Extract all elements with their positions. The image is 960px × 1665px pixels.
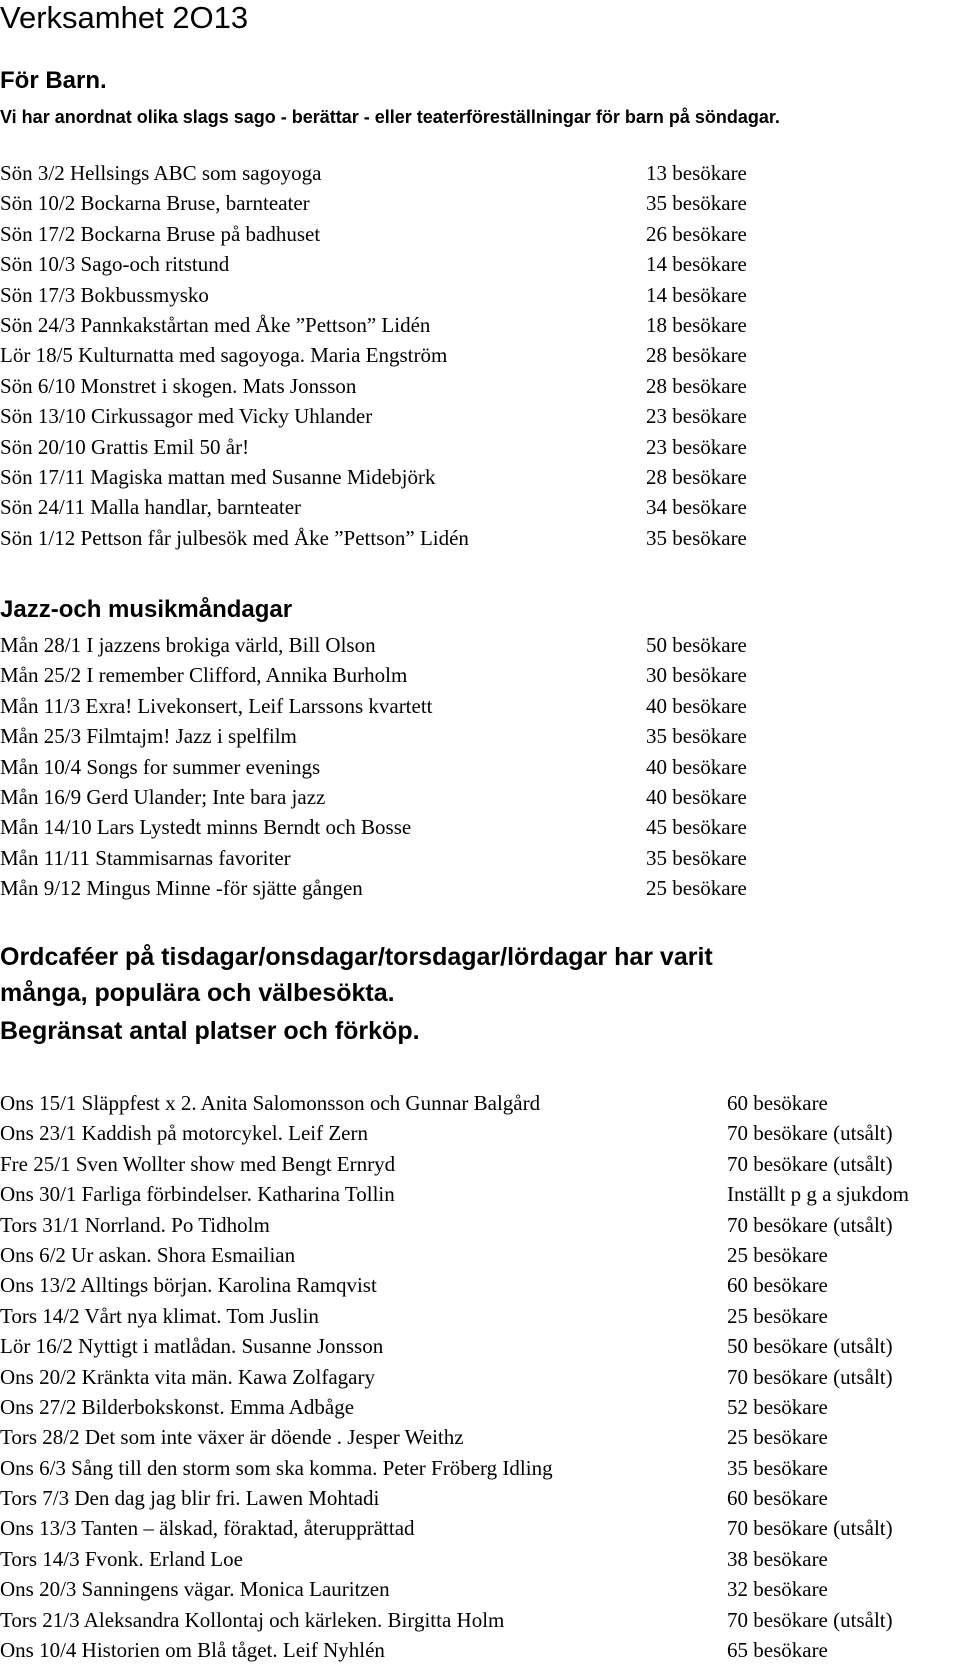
children-intro: Vi har anordnat olika slags sago - berättar - eller teaterföreställningar för barn på söndagar. (0, 107, 780, 127)
event-text: Ons 10/4 Historien om Blå tåget. Leif Nyhlén (0, 1638, 385, 1663)
children-heading: För Barn. (0, 67, 107, 94)
visitor-count: 25 besökare (727, 1425, 828, 1450)
visitor-count: 26 besökare (646, 221, 747, 246)
list-item (0, 782, 960, 812)
list-item (0, 691, 960, 721)
event-text: Ons 6/3 Sång till den storm som ska komma. Peter Fröberg Idling (0, 1455, 553, 1480)
list-item (0, 401, 960, 431)
list-item (0, 340, 960, 370)
list-item (0, 249, 960, 279)
children-events-list (0, 158, 960, 553)
visitor-count: 25 besökare (727, 1242, 828, 1267)
visitor-count: 60 besökare (727, 1273, 828, 1298)
visitor-count: 35 besökare (646, 191, 747, 216)
event-text: Sön 17/11 Magiska mattan med Susanne Midebjörk (0, 464, 436, 489)
list-item (0, 1270, 960, 1300)
visitor-count: 18 besökare (646, 312, 747, 337)
visitor-count: 70 besökare (utsålt) (727, 1151, 893, 1176)
cafe-events-list (0, 1088, 960, 1665)
cafe-heading-line-2: många, populära och välbesökta. (0, 979, 395, 1007)
event-text: Sön 3/2 Hellsings ABC som sagoyoga (0, 161, 322, 185)
visitor-count: 65 besökare (727, 1638, 828, 1663)
visitor-count: 60 besökare (727, 1091, 828, 1115)
cafe-heading-line-3: Begränsat antal platser och förköp. (0, 1017, 420, 1045)
visitor-count: 23 besökare (646, 404, 747, 429)
visitor-count: 34 besökare (646, 495, 747, 520)
list-item (0, 843, 960, 873)
visitor-count: Inställt p g a sjukdom (727, 1182, 909, 1207)
list-item (0, 462, 960, 492)
visitor-count: 23 besökare (646, 434, 747, 459)
event-text: Ons 13/3 Tanten – älskad, föraktad, återupprättad (0, 1516, 415, 1541)
event-text: Sön 10/2 Bockarna Bruse, barnteater (0, 191, 310, 216)
cafe-heading-line-1: Ordcaféer på tisdagar/onsdagar/torsdagar/lördagar har varit (0, 943, 713, 971)
list-item (0, 188, 960, 218)
visitor-count: 45 besökare (646, 815, 747, 840)
jazz-heading: Jazz-och musikmåndagar (0, 596, 293, 623)
event-text: Mån 14/10 Lars Lystedt minns Berndt och Bosse (0, 815, 412, 840)
event-text: Tors 28/2 Det som inte växer är döende . Jesper Weithz (0, 1425, 464, 1450)
event-text: Ons 27/2 Bilderbokskonst. Emma Adbåge (0, 1394, 355, 1419)
list-item (0, 1149, 960, 1179)
jazz-events-list (0, 630, 960, 904)
visitor-count: 32 besökare (727, 1577, 828, 1602)
event-text: Ons 20/2 Kränkta vita män. Kawa Zolfagary (0, 1364, 375, 1389)
event-text: Tors 14/3 Fvonk. Erland Loe (0, 1546, 243, 1571)
visitor-count: 52 besökare (727, 1394, 828, 1419)
list-item (0, 752, 960, 782)
event-text: Mån 25/3 Filmtajm! Jazz i spelfilm (0, 724, 297, 749)
list-item (0, 1513, 960, 1543)
event-text: Mån 11/3 Exra! Livekonsert, Leif Larssons kvartett (0, 693, 433, 718)
visitor-count: 28 besökare (646, 373, 747, 398)
event-text: Mån 28/1 I jazzens brokiga värld, Bill Olson (0, 633, 376, 657)
list-item (0, 219, 960, 249)
event-text: Mån 9/12 Mingus Minne -för sjätte gången (0, 876, 363, 901)
list-item (0, 1574, 960, 1604)
event-text: Mån 16/9 Gerd Ulander; Inte bara jazz (0, 784, 326, 809)
visitor-count: 60 besökare (727, 1486, 828, 1511)
page-title: Verksamhet 2O13 (0, 0, 249, 35)
event-text: Sön 24/3 Pannkakstårtan med Åke ”Pettson” Lidén (0, 312, 431, 337)
event-text: Sön 13/10 Cirkussagor med Vicky Uhlander (0, 404, 373, 429)
visitor-count: 40 besökare (646, 693, 747, 718)
visitor-count: 70 besökare (utsålt) (727, 1121, 893, 1146)
visitor-count: 35 besökare (727, 1455, 828, 1480)
visitor-count: 30 besökare (646, 663, 747, 688)
visitor-count: 70 besökare (utsålt) (727, 1516, 893, 1541)
event-text: Sön 1/12 Pettson får julbesök med Åke ”Pettson” Lidén (0, 525, 469, 550)
list-item (0, 1331, 960, 1361)
event-text: Ons 13/2 Alltings början. Karolina Ramqvist (0, 1273, 377, 1298)
visitor-count: 70 besökare (utsålt) (727, 1607, 893, 1632)
visitor-count: 35 besökare (646, 845, 747, 870)
event-text: Ons 6/2 Ur askan. Shora Esmailian (0, 1242, 296, 1267)
event-text: Lör 18/5 Kulturnatta med sagoyoga. Maria Engström (0, 343, 448, 368)
list-item (0, 310, 960, 340)
visitor-count: 70 besökare (utsålt) (727, 1364, 893, 1389)
event-text: Tors 31/1 Norrland. Po Tidholm (0, 1212, 270, 1237)
event-text: Lör 16/2 Nyttigt i matlådan. Susanne Jonsson (0, 1334, 384, 1359)
list-item (0, 432, 960, 462)
list-item (0, 1635, 960, 1665)
event-text: Tors 21/3 Aleksandra Kollontaj och kärleken. Birgitta Holm (0, 1607, 505, 1632)
event-text: Ons 20/3 Sanningens vägar. Monica Lauritzen (0, 1577, 390, 1602)
list-item (0, 630, 960, 660)
event-text: Sön 10/3 Sago-och ritstund (0, 252, 230, 277)
event-text: Ons 15/1 Släppfest x 2. Anita Salomonsson och Gunnar Balgård (0, 1091, 541, 1115)
visitor-count: 35 besökare (646, 724, 747, 749)
list-item (0, 1088, 960, 1118)
list-item (0, 1544, 960, 1574)
list-item (0, 1362, 960, 1392)
visitor-count: 13 besökare (646, 161, 747, 185)
event-text: Sön 17/2 Bockarna Bruse på badhuset (0, 221, 321, 246)
visitor-count: 25 besökare (727, 1303, 828, 1328)
visitor-count: 40 besökare (646, 784, 747, 809)
list-item (0, 1118, 960, 1148)
visitor-count: 70 besökare (utsålt) (727, 1212, 893, 1237)
list-item (0, 371, 960, 401)
list-item (0, 1453, 960, 1483)
visitor-count: 28 besökare (646, 464, 747, 489)
event-text: Sön 20/10 Grattis Emil 50 år! (0, 434, 250, 459)
event-text: Tors 14/2 Vårt nya klimat. Tom Juslin (0, 1303, 319, 1328)
event-text: Mån 10/4 Songs for summer evenings (0, 754, 321, 779)
event-text: Mån 11/11 Stammisarnas favoriter (0, 845, 291, 870)
list-item (0, 492, 960, 522)
event-text: Mån 25/2 I remember Clifford, Annika Burholm (0, 663, 408, 688)
visitor-count: 25 besökare (646, 876, 747, 901)
event-text: Sön 24/11 Malla handlar, barnteater (0, 495, 302, 520)
event-text: Sön 6/10 Monstret i skogen. Mats Jonsson (0, 373, 357, 398)
list-item (0, 1240, 960, 1270)
event-text: Tors 7/3 Den dag jag blir fri. Lawen Mohtadi (0, 1486, 380, 1511)
visitor-count: 14 besökare (646, 282, 747, 307)
list-item (0, 523, 960, 553)
list-item (0, 1483, 960, 1513)
list-item (0, 1179, 960, 1209)
visitor-count: 50 besökare (utsålt) (727, 1334, 893, 1359)
list-item (0, 1422, 960, 1452)
event-text: Ons 23/1 Kaddish på motorcykel. Leif Zern (0, 1121, 368, 1146)
list-item (0, 721, 960, 751)
list-item (0, 1301, 960, 1331)
visitor-count: 14 besökare (646, 252, 747, 277)
list-item (0, 812, 960, 842)
list-item (0, 873, 960, 903)
list-item (0, 660, 960, 690)
list-item (0, 280, 960, 310)
visitor-count: 38 besökare (727, 1546, 828, 1571)
event-text: Ons 30/1 Farliga förbindelser. Katharina Tollin (0, 1182, 395, 1207)
list-item (0, 158, 960, 188)
visitor-count: 40 besökare (646, 754, 747, 779)
visitor-count: 28 besökare (646, 343, 747, 368)
list-item (0, 1210, 960, 1240)
list-item (0, 1605, 960, 1635)
event-text: Sön 17/3 Bokbussmysko (0, 282, 209, 307)
visitor-count: 50 besökare (646, 633, 747, 657)
list-item (0, 1392, 960, 1422)
visitor-count: 35 besökare (646, 525, 747, 550)
event-text: Fre 25/1 Sven Wollter show med Bengt Ernryd (0, 1151, 396, 1176)
